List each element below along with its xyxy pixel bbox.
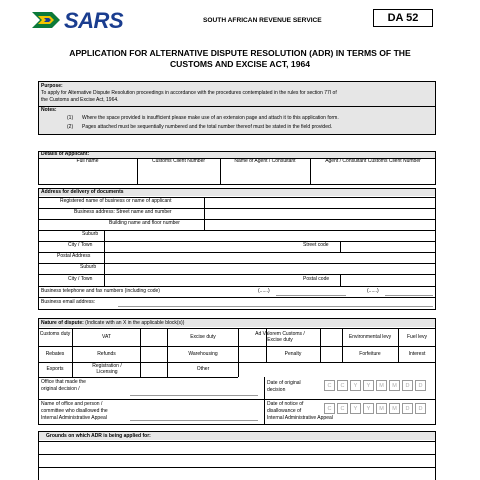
dispute-label xyxy=(41,321,184,326)
sars-logo xyxy=(30,8,135,34)
date-notice-box[interactable]: D xyxy=(415,403,426,414)
street-code-label: Street code xyxy=(303,242,329,248)
page-title-line2: CUSTOMS AND EXCISE ACT, 1964 xyxy=(169,59,311,69)
official-label-cont2: Internal Administrative Appeal xyxy=(41,415,107,421)
notes-label: Notes: xyxy=(41,107,57,113)
street-input[interactable] xyxy=(205,209,435,218)
city-label: City / Town xyxy=(68,242,93,248)
applicant-label: Details of Applicant: xyxy=(41,151,90,157)
email-label: Business email address: xyxy=(41,299,96,305)
date-notice-box[interactable]: C xyxy=(337,403,348,414)
col-agent-name: Name of Agent / Consultant xyxy=(234,158,296,164)
dispute-interest: Interest xyxy=(408,351,426,357)
sars-logo-text: SARS xyxy=(64,8,124,33)
dispute-vat: VAT xyxy=(102,334,111,340)
checkbox-ad-valorem[interactable] xyxy=(321,329,341,345)
postal-address-input[interactable] xyxy=(105,253,435,262)
postal-suburb-input[interactable] xyxy=(105,264,435,273)
note2-number: (2) xyxy=(67,124,74,130)
dispute-warehousing: Warehousing xyxy=(188,351,218,357)
date-original-box[interactable]: Y xyxy=(363,380,374,391)
dispute-label-bold: Nature of dispute: xyxy=(41,320,84,326)
registered-name-input[interactable] xyxy=(205,198,435,207)
date-original-box[interactable]: M xyxy=(376,380,387,391)
date-original-box[interactable]: Y xyxy=(350,380,361,391)
fax-area-code: (......) xyxy=(367,288,379,294)
checkbox-vat[interactable] xyxy=(141,329,166,345)
building-input[interactable] xyxy=(205,220,435,229)
dispute-customs-duty: Customs duty xyxy=(39,331,71,337)
date-notice-box[interactable]: M xyxy=(376,403,387,414)
agency-name: SOUTH AFRICAN REVENUE SERVICE xyxy=(203,17,322,24)
dispute-exports: Exports xyxy=(46,366,64,372)
office-input[interactable] xyxy=(130,395,258,396)
date-notice-box[interactable]: Y xyxy=(363,403,374,414)
note2-text: Pages attached must be sequentially numbered and the total number thereof must be stated in the field provided. xyxy=(82,124,333,130)
date-original-label-cont: decision xyxy=(267,387,286,393)
dispute-label-rest: (Indicate with an X in the applicable block(s)) xyxy=(85,320,185,326)
dispute-registration: Registration / Licensing xyxy=(92,363,122,375)
col-full-name: Full name xyxy=(76,158,99,164)
postal-code-input[interactable] xyxy=(341,275,435,285)
agent-name-input[interactable] xyxy=(221,174,309,184)
suburb-label: Suburb xyxy=(82,231,99,237)
dispute-ad-valorem: Ad Valorem Customs / Excise duty xyxy=(255,331,305,343)
street-code-input[interactable] xyxy=(341,242,435,251)
date-original-box[interactable]: C xyxy=(337,380,348,391)
official-label-cont: committee who disallowed the xyxy=(41,408,108,414)
form-code: DA 52 xyxy=(387,12,419,24)
full-name-input[interactable] xyxy=(39,174,136,184)
city-input[interactable] xyxy=(105,242,295,251)
office-label-cont: original decision / xyxy=(41,386,80,392)
note1-number: (1) xyxy=(67,115,74,121)
building-label: Building name and floor number xyxy=(109,220,180,226)
page-title-line1: APPLICATION FOR ALTERNATIVE DISPUTE RESOLUTION (ADR) IN TERMS OF THE xyxy=(69,48,411,58)
form-code-box xyxy=(373,9,433,27)
grounds-input[interactable] xyxy=(39,442,435,480)
dispute-other: Other xyxy=(196,366,210,372)
dispute-fuel-levy: Fuel levy xyxy=(406,334,427,340)
official-label: Name of office and person / xyxy=(41,401,103,407)
dispute-environmental-levy: Environmental levy xyxy=(348,334,392,340)
dispute-penalty: Penalty xyxy=(284,351,302,357)
grounds-label: Grounds on which ADR is being applied for: xyxy=(46,433,151,439)
date-notice-box[interactable]: Y xyxy=(350,403,361,414)
suburb2-label: Suburb xyxy=(80,264,97,270)
postal-code-label: Postal code xyxy=(303,276,330,282)
phone-input[interactable] xyxy=(276,295,346,296)
date-original-box[interactable]: M xyxy=(389,380,400,391)
suburb-input[interactable] xyxy=(105,231,435,240)
dispute-rebates: Rebates xyxy=(45,351,65,357)
date-notice-label-cont2: Internal Administrative Appeal xyxy=(267,415,333,421)
purpose-label: Purpose: xyxy=(41,83,63,89)
date-notice-box[interactable]: D xyxy=(402,403,413,414)
address-label: Address for delivery of documents xyxy=(41,189,124,195)
col-agent-number: Agent / Consultant Customs Client Number xyxy=(325,158,421,164)
dispute-forfeiture: Forfeiture xyxy=(359,351,381,357)
business-address-label: Business address: Street name and number xyxy=(74,209,172,215)
phone-area-code: (......) xyxy=(258,288,270,294)
date-notice-box[interactable]: M xyxy=(389,403,400,414)
agent-number-input[interactable] xyxy=(311,174,435,184)
city2-label: City / Town xyxy=(68,276,93,282)
date-notice-label-cont: disallowance of xyxy=(267,408,302,414)
note1-text: Where the space provided is insufficient please make use of an extension page and attach it to this application form. xyxy=(82,115,339,121)
postal-address-label: Postal Address xyxy=(57,253,91,259)
col-client-number: Customs Client Number xyxy=(151,158,206,164)
registered-name-label: Registered name of business or name of applicant xyxy=(60,198,172,204)
phone-label: Business telephone and fax numbers (including code) xyxy=(41,288,160,294)
date-original-box[interactable]: D xyxy=(415,380,426,391)
official-input[interactable] xyxy=(130,420,258,421)
date-notice-label: Date of notice of xyxy=(267,401,304,407)
purpose-text-cont: the Customs and Excise Act, 1964. xyxy=(41,97,119,103)
date-original-box[interactable]: D xyxy=(402,380,413,391)
date-original-box[interactable]: C xyxy=(324,380,335,391)
fax-input[interactable] xyxy=(385,295,433,296)
dispute-refunds: Refunds xyxy=(97,351,116,357)
date-notice-box[interactable]: C xyxy=(324,403,335,414)
client-number-input[interactable] xyxy=(138,174,219,184)
postal-city-input[interactable] xyxy=(105,275,295,285)
dispute-excise-duty: Excise duty xyxy=(190,334,216,340)
date-original-label: Date of original xyxy=(267,380,301,386)
office-label: Office that made the xyxy=(41,379,86,385)
purpose-text: To apply for Alternative Dispute Resolution proceedings in accordance with the procedures contemplated in the rules for section 77I of xyxy=(41,90,337,96)
email-input[interactable] xyxy=(118,306,433,307)
